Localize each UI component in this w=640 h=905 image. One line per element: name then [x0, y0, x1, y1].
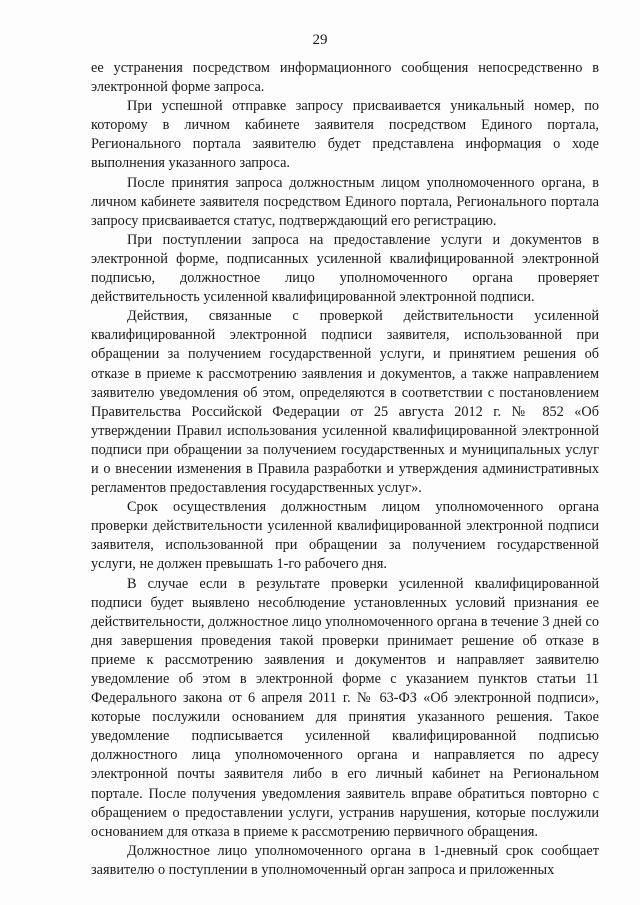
paragraph-6: Срок осуществления должностным лицом уполномоченного органа проверки действительности усиленной квалифицированной электронной подписи заявителя, использованной при обращении за получением государственной услуги, не должен превышать 1-го рабочего дня.	[91, 499, 599, 573]
paragraph-8: Должностное лицо уполномоченного органа в 1-дневный срок сообщает заявителю о поступлении в уполномоченный орган запроса и приложенных	[91, 842, 599, 878]
page-number: 29	[312, 32, 328, 48]
paragraph-3: После принятия запроса должностным лицом уполномоченного органа, в личном кабинете заявителя посредством Единого портала, Регионального портала запросу присваивается статус, подтверждающий его регистрацию.	[91, 174, 599, 229]
paragraph-4: При поступлении запроса на предоставление услуги и документов в электронной форме, подписанных усиленной квалифицированной электронной подписью, должностное лицо уполномоченного органа проверяет действительность усиленной квалифицированной электронной подписи.	[91, 231, 599, 306]
paragraph-7: В случае если в результате проверки усиленной квалифицированной подписи будет выявлено несоблюдение установленных условий признания ее действительности, должностное лицо уполномоченного органа в течение 3 дней со дня завершения проведения такой проверки принимает решение об отказе в приеме к рассмотрению заявления и документов и направляет заявителю уведомление об этом в электронной форме с указанием пунктов статьи 11 Федерального закона от 6 апреля 2011 г. № 63-ФЗ «Об электронной подписи», которые послужили основанием для принятия указанного решения. Такое уведомление подписывается усиленной квалифицированной подписью должностного лица уполномоченного органа и направляется по адресу электронной почты заявителя либо в его личный кабинет на Региональном портале. После получения уведомления заявитель вправе обратиться повторно с обращением о предоставлении услуги, устранив нарушения, которые послужили основанием для отказа в приеме к рассмотрению первичного обращения.	[91, 575, 599, 840]
paragraph-1: ее устранения посредством информационного сообщения непосредственно в электронной форме запроса.	[91, 60, 599, 96]
paragraph-5: Действия, связанные с проверкой действительности усиленной квалифицированной электронной подписи заявителя, использованной при обращении за получением государственной услуги, и принятием решения об отказе в приеме к рассмотрению заявления и документов, а также направлением заявителю уведомления об этом, определяются в соответствии с постановлением Правительства Российской Федерации от 25 августа 2012 г. № 852 «Об утверждении Правил использования усиленной квалифицированной электронной подписи при обращении за получением государственных и муниципальных услуг и о внесении изменения в Правила разработки и утверждения административных регламентов предоставления государственных услуг».	[91, 308, 599, 497]
body-text	[91, 59, 599, 880]
paragraph-2: При успешной отправке запросу присваивается уникальный номер, по которому в личном кабинете заявителя посредством Единого портала, Регионального портала заявителю будет представлена информация о ходе выполнения указанного запроса.	[91, 98, 599, 172]
